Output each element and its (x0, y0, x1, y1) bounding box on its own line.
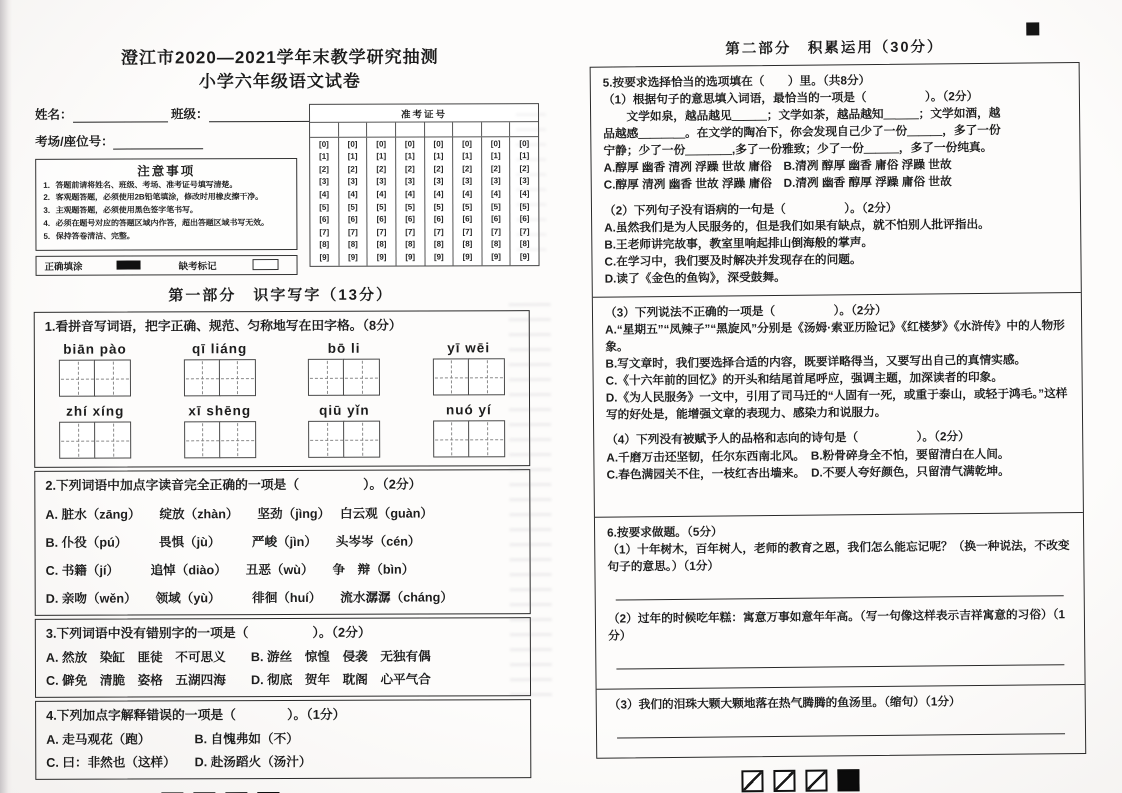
question-5-4-block (606, 428, 1070, 484)
notice-items (43, 179, 289, 244)
question-5-4-title: （4）下列没有被赋予人的品格和志向的诗句是（ ）。（2分） (606, 430, 970, 448)
tianzige-writing-box[interactable] (94, 360, 131, 397)
digit-bubble[interactable]: [7] (376, 227, 387, 237)
section1-heading: 第一部分 识字写字（13分） (168, 286, 394, 304)
question-3-box (35, 618, 531, 699)
pinyin-label: bō li (327, 341, 361, 357)
question-6-1-text: （1）十年树木，百年树人，老师的教育之恩，我们怎么能忘记呢？（换一种说法，不改变句子的意思。）（1分） (607, 538, 1070, 574)
tianzige-writing-box[interactable] (219, 360, 256, 397)
option-line: A.虽然我们是为人民服务的，但是我们如果有缺点，就不怕别人批评指出。 (604, 217, 990, 235)
digit-bubble[interactable]: [2] (404, 164, 415, 174)
option-line: A. 走马观花（跑） B. 自愧弗如（不） (46, 732, 299, 748)
digit-bubble[interactable]: [3] (376, 177, 387, 187)
option-line: A.“星期五”“凤辣子”“黑旋风”分别是《汤姆·索亚历险记》《红楼梦》《水浒传》中的人物形象。 (605, 319, 1065, 354)
digit-bubble[interactable]: [2] (319, 164, 329, 174)
option-line: C.春色满园关不住，一枝红杏出墙来。 D.不要人夸好颜色，只留清气满乾坤。 (606, 464, 1010, 482)
digit-bubble[interactable]: [3] (490, 176, 501, 186)
tianzige-writing-box[interactable] (468, 421, 505, 458)
question-5-1-options (604, 156, 1068, 195)
option-line: B. 仆役（pú） 畏惧（jù） 严峻（jìn） 头岑岑（cén） (45, 534, 421, 551)
digit-bubble[interactable]: [0] (347, 139, 358, 149)
pinyin-label: qiū yǐn (319, 403, 370, 419)
tianzige-writing-box[interactable] (184, 422, 221, 459)
option-line: A. 然放 染缸 匪徒 不可思义 B. 游丝 惊惶 侵袭 无独有偶 (45, 649, 431, 666)
exam-number-write-cell[interactable] (424, 122, 453, 136)
digit-bubble[interactable]: [9] (433, 252, 444, 262)
seat-row (35, 131, 297, 150)
digit-bubble[interactable]: [8] (348, 240, 358, 250)
question-6-section (595, 512, 1085, 689)
question-2-options (45, 503, 519, 608)
digit-bubble[interactable]: [1] (490, 151, 501, 161)
notice-item: 2．客观题答题，必须使用2B铅笔填涂，修改时用橡皮擦干净。 (43, 192, 264, 203)
digit-bubble[interactable]: [4] (376, 189, 387, 199)
student-info-column (35, 104, 298, 276)
exam-number-write-cell[interactable] (509, 122, 538, 136)
tianzige-pair (308, 421, 380, 458)
question-6-3-text: （3）我们的泪珠大颗大颗地落在热气腾腾的鱼汤里。（缩句）（1分） (608, 695, 961, 712)
digit-bubble[interactable]: [1] (319, 152, 329, 162)
bubble-column (310, 137, 338, 265)
pinyin-word-group (308, 341, 381, 396)
digit-bubble[interactable]: [4] (319, 189, 330, 199)
seat-label: 考场/座位号： (35, 134, 114, 149)
option-line: C.醇厚 清冽 幽香 世故 浮躁 庸俗 D.清冽 幽香 醇厚 浮躁 庸俗 世故 (603, 175, 952, 193)
registration-mark-icon (805, 770, 827, 792)
pinyin-word-group (432, 341, 505, 396)
option-line: C.在学习中，我们要及时解决并发现存在的问题。 (604, 252, 862, 269)
pinyin-label: zhí xíng (66, 404, 125, 420)
question-6-intro: 6.按要求做题。（5分） (607, 525, 723, 540)
digit-bubble[interactable]: [8] (319, 240, 330, 250)
question-5-3-options (605, 317, 1070, 424)
tianzige-writing-box[interactable] (344, 421, 381, 458)
digit-bubble[interactable]: [6] (376, 214, 387, 224)
tianzige-writing-box[interactable] (183, 360, 220, 397)
digit-bubble[interactable]: [6] (519, 214, 530, 224)
question-3-text: 3.下列词语中没有错别字的一项是（ ）。（2分） (45, 625, 371, 642)
registration-marks (741, 767, 1119, 793)
digit-bubble[interactable]: [5] (462, 201, 473, 211)
section2-heading: 第二部分 积累运用（30分） (725, 39, 944, 58)
exam-title-line2: 小学六年级语文试卷 (198, 71, 361, 92)
digit-bubble[interactable]: [0] (433, 139, 444, 149)
name-label: 姓名： (34, 107, 73, 122)
bubble-column (366, 137, 395, 265)
tianzige-writing-box[interactable] (468, 359, 505, 396)
digit-bubble[interactable]: [1] (376, 151, 387, 161)
pinyin-row-2 (45, 403, 519, 460)
bubble-column (481, 137, 510, 265)
exam-number-write-cell[interactable] (481, 122, 510, 136)
digit-bubble[interactable]: [5] (405, 202, 415, 212)
bubble-column (509, 137, 538, 265)
question-5-1-title: （1）根据句子的意思填入词语，最恰当的一项是（ ）。（2分） (602, 90, 979, 107)
class-blank-field[interactable] (209, 107, 314, 121)
digit-bubble[interactable]: [6] (433, 214, 444, 224)
question-5-3-title: （3）下列说法不正确的一项是（ ）。（2分） (604, 303, 887, 320)
absent-mark-swatch-icon (253, 259, 279, 270)
notice-box (35, 158, 297, 251)
registration-mark-icon (773, 770, 795, 792)
digit-bubble[interactable]: [7] (519, 226, 530, 236)
digit-bubble[interactable]: [9] (348, 252, 358, 262)
exam-number-write-cell[interactable] (395, 122, 424, 136)
exam-page-1 (11, 3, 552, 789)
passage-line: 品越感＿＿＿＿。在文学的陶冶下，你会发现自己少了一份＿＿＿，多了一份 (603, 124, 1001, 141)
passage-line: 宁静；少了一份＿＿＿＿,多了一份雅致；少了一份＿＿＿，多了一份纯真。 (603, 141, 993, 158)
corner-registration-square-icon (1026, 22, 1039, 35)
digit-bubble[interactable]: [6] (347, 214, 358, 224)
question-5-4-options (606, 445, 1070, 484)
pinyin-word-group (184, 404, 257, 459)
digit-bubble[interactable]: [0] (490, 138, 501, 148)
option-line: D.《为人民服务》一文中，引用了司马迁的“人固有一死，或重于泰山，或轻于鸿毛。”这样写的好处是，能增强文章的表现力、感染力和说服力。 (605, 387, 1068, 423)
digit-bubble[interactable]: [4] (347, 189, 358, 199)
section2-question-box (590, 62, 1087, 759)
tianzige-writing-box[interactable] (59, 422, 96, 459)
answer-blank-line[interactable] (616, 644, 1064, 669)
bubble-grid (310, 137, 538, 266)
digit-bubble[interactable]: [6] (462, 214, 473, 224)
tianzige-writing-box[interactable] (343, 359, 380, 396)
digit-bubble[interactable]: [1] (519, 151, 530, 161)
digit-bubble[interactable]: [3] (319, 177, 329, 187)
question-6-3-section (597, 684, 1086, 758)
digit-bubble[interactable]: [0] (376, 139, 387, 149)
bubble-column (338, 137, 367, 265)
digit-bubble[interactable]: [0] (462, 138, 472, 148)
absent-mark-label: 缺考标记 (178, 260, 217, 272)
digit-bubble[interactable]: [3] (433, 176, 444, 186)
question-5-2-title: （2）下列句子没有语病的一句是（ ）。（2分） (603, 201, 898, 218)
digit-bubble[interactable]: [8] (376, 239, 387, 250)
tianzige-pair (433, 359, 505, 396)
digit-bubble[interactable]: [2] (490, 164, 501, 174)
tianzige-writing-box[interactable] (219, 422, 256, 459)
correct-fill-swatch-icon (117, 261, 141, 270)
digit-bubble[interactable]: [8] (519, 239, 530, 249)
digit-bubble[interactable]: [1] (347, 151, 358, 161)
tianzige-pair (59, 422, 131, 459)
digit-bubble[interactable]: [2] (519, 163, 530, 173)
notice-item: 1．答题前请将姓名、班级、考场、准考证号填写清楚。 (43, 179, 238, 190)
pinyin-label: nuó yí (445, 402, 492, 418)
exam-number-write-cell[interactable] (366, 122, 395, 136)
digit-bubble[interactable]: [5] (433, 201, 444, 212)
exam-title-line1: 澄江市2020—2021学年末教学研究抽测 (120, 47, 439, 68)
digit-bubble[interactable]: [1] (404, 151, 415, 161)
option-line: C. 曰：非然也（这样） D. 赴汤蹈火（汤汁） (46, 755, 312, 771)
option-line: A. 脏水（zāng） 绽放（zhàn） 坚劲（jìng） 白云观（guàn） (45, 506, 434, 523)
digit-bubble[interactable]: [6] (491, 214, 501, 224)
pinyin-row-1 (45, 341, 519, 398)
question-4-options (46, 727, 520, 771)
digit-bubble[interactable]: [4] (519, 189, 530, 199)
digit-bubble[interactable]: [7] (491, 226, 501, 237)
exam-number-write-cell[interactable] (452, 122, 481, 136)
digit-bubble[interactable]: [7] (347, 227, 358, 237)
tianzige-pair (183, 360, 255, 397)
passage-line: 文学如泉，越品越见＿＿＿；文学如茶，越品越知＿＿＿；文学如酒，越 (603, 106, 1001, 124)
digit-bubble[interactable]: [0] (519, 138, 530, 148)
name-blank-field[interactable] (73, 108, 168, 122)
tianzige-writing-box[interactable] (308, 421, 345, 458)
pinyin-word-group (59, 342, 132, 397)
digit-bubble[interactable]: [4] (433, 189, 444, 199)
questions-column (34, 310, 532, 780)
tianzige-writing-box[interactable] (59, 360, 96, 397)
digit-bubble[interactable]: [2] (433, 164, 444, 174)
pinyin-word-group (59, 404, 132, 459)
digit-bubble[interactable]: [8] (491, 239, 501, 249)
notice-item: 4．必须在题号对应的答题区域内作答，超出答题区域书写无效。 (43, 218, 269, 228)
name-class-row (35, 104, 297, 123)
pinyin-word-group (308, 403, 381, 458)
digit-bubble[interactable]: [9] (376, 252, 387, 262)
digit-bubble[interactable]: [8] (405, 239, 416, 249)
digit-bubble[interactable]: [4] (462, 189, 473, 199)
tianzige-pair (433, 421, 505, 458)
exam-number-write-cell[interactable] (310, 122, 338, 136)
seat-blank-field[interactable] (114, 135, 204, 149)
pinyin-label: yī wēi (447, 340, 491, 356)
option-line: A.千磨万击还坚韧，任尔东西南北风。 B.粉骨碎身全不怕，要留清白在人间。 (606, 447, 1010, 465)
pinyin-label: biān pào (63, 342, 127, 358)
exam-number-grid (309, 103, 540, 267)
digit-bubble[interactable]: [9] (519, 252, 530, 262)
option-line: C. 书籍（jí） 追悼（diào） 丑恶（wù） 争 辩（bìn） (45, 562, 415, 579)
digit-bubble[interactable]: [9] (319, 252, 330, 262)
digit-bubble[interactable]: [8] (462, 239, 473, 249)
digit-bubble[interactable]: [1] (433, 151, 444, 161)
exam-number-write-cell[interactable] (338, 122, 367, 136)
bubble-column (395, 137, 424, 265)
question-2-text: 2.下列词语中加点字读音完全正确的一项是（ ）。（2分） (45, 476, 422, 494)
registration-mark-icon (837, 769, 859, 791)
question-5-intro: 5.按要求选择恰当的选项填在（ ）里。（共8分） (602, 74, 871, 90)
question-2-box (34, 470, 531, 617)
pinyin-label: qī liáng (191, 341, 248, 357)
digit-bubble[interactable]: [3] (405, 176, 415, 186)
digit-bubble[interactable]: [9] (405, 252, 416, 262)
question-6-2-text: （2）过年的时候吃年糕：寓意万事如意年年高。（写一句像这样表示吉祥寓意的习俗）（1分） (607, 608, 1066, 643)
exam-page-2 (556, 0, 1120, 791)
tianzige-writing-box[interactable] (433, 421, 470, 458)
digit-bubble[interactable]: [1] (462, 151, 473, 161)
correct-fill-label: 正确填涂 (44, 261, 83, 273)
question-5-2-options (604, 215, 1069, 288)
digit-bubble[interactable]: [4] (405, 189, 415, 199)
question-5-1-passage (603, 104, 1067, 160)
digit-bubble[interactable]: [5] (490, 201, 501, 211)
fill-legend-box (36, 255, 298, 276)
tianzige-pair (59, 360, 131, 397)
question-5-2-block (604, 198, 1069, 288)
notice-item: 5．保持答卷清洁、完整。 (43, 231, 135, 241)
class-label: 班级： (170, 106, 209, 121)
question-4-text: 4.下列加点字解释错误的一项是（ ）。（1分） (46, 707, 346, 724)
question-5-part1-section (591, 63, 1081, 297)
tianzige-writing-box[interactable] (433, 359, 470, 396)
option-line: C. 僻免 清脆 姿格 五湖四海 D. 彻底 贺年 耽阁 心平气合 (45, 672, 431, 689)
digit-bubble[interactable]: [6] (319, 214, 330, 225)
digit-bubble[interactable]: [3] (347, 177, 358, 187)
digit-bubble[interactable]: [5] (319, 202, 330, 212)
option-line: B.王老师讲完故事，教室里响起排山倒海般的掌声。 (604, 235, 874, 252)
digit-bubble[interactable]: [4] (490, 189, 501, 199)
digit-bubble[interactable]: [7] (319, 227, 330, 237)
header-area (11, 103, 550, 276)
digit-bubble[interactable]: [7] (405, 227, 416, 237)
page-title (11, 3, 549, 94)
student-fields (35, 104, 297, 150)
question-1-text: 1.看拼音写词语，把字正确、规范、匀称地写在田字格。（8分） (44, 317, 402, 334)
tianzige-pair (308, 359, 380, 396)
digit-bubble[interactable]: [7] (433, 227, 444, 237)
question-4-box (35, 699, 531, 780)
digit-bubble[interactable]: [5] (376, 202, 387, 212)
digit-bubble[interactable]: [9] (462, 252, 473, 262)
notice-item: 3．主观题答题，必须使用黑色签字笔书写。 (43, 205, 198, 216)
digit-bubble[interactable]: [2] (376, 164, 387, 174)
notice-title: 注意事项 (137, 163, 196, 179)
registration-mark-icon (741, 770, 763, 792)
option-line: D. 亲吻（wěn） 领域（yù） 徘徊（huí） 流水潺潺（cháng） (45, 590, 453, 607)
digit-bubble[interactable]: [3] (462, 176, 473, 186)
digit-bubble[interactable]: [2] (347, 164, 358, 174)
question-1-box (34, 310, 531, 469)
exam-number-write-row (310, 121, 538, 138)
tianzige-writing-box[interactable] (308, 359, 345, 396)
question-3-options (46, 645, 520, 689)
answer-blank-line[interactable] (616, 575, 1064, 600)
option-line: D.读了《金色的鱼钩》，深受鼓舞。 (604, 270, 786, 286)
question-5-part2-section (593, 292, 1083, 516)
pinyin-word-group (433, 403, 506, 458)
digit-bubble[interactable]: [0] (404, 139, 415, 149)
digit-bubble[interactable]: [5] (347, 202, 358, 212)
bubble-column (452, 137, 481, 265)
option-line: B.写文章时，我们要选择合适的内容，既要详略得当，又要写出自己的真情实感。 (605, 353, 1027, 371)
option-line: C.《十六年前的回忆》的开头和结尾首尾呼应，强调主题，加深读者的印象。 (605, 371, 1004, 388)
digit-bubble[interactable]: [2] (462, 164, 473, 174)
pinyin-word-group (183, 342, 256, 397)
digit-bubble[interactable]: [3] (519, 176, 530, 186)
pinyin-label: xī shēng (188, 403, 252, 419)
tianzige-pair (184, 422, 256, 459)
tianzige-writing-box[interactable] (94, 422, 131, 459)
digit-bubble[interactable]: [5] (519, 201, 530, 211)
bubble-column (424, 137, 453, 265)
digit-bubble[interactable]: [6] (405, 214, 415, 224)
digit-bubble[interactable]: [7] (462, 227, 473, 237)
digit-bubble[interactable]: [9] (491, 252, 501, 262)
exam-number-title: 准考证号 (400, 109, 448, 121)
option-line: A.醇厚 幽香 清冽 浮躁 世故 庸俗 B.清冽 醇厚 幽香 庸俗 浮躁 世故 (603, 158, 952, 176)
answer-blank-line[interactable] (617, 713, 1065, 738)
digit-bubble[interactable]: [0] (319, 139, 329, 149)
digit-bubble[interactable]: [8] (433, 239, 444, 249)
